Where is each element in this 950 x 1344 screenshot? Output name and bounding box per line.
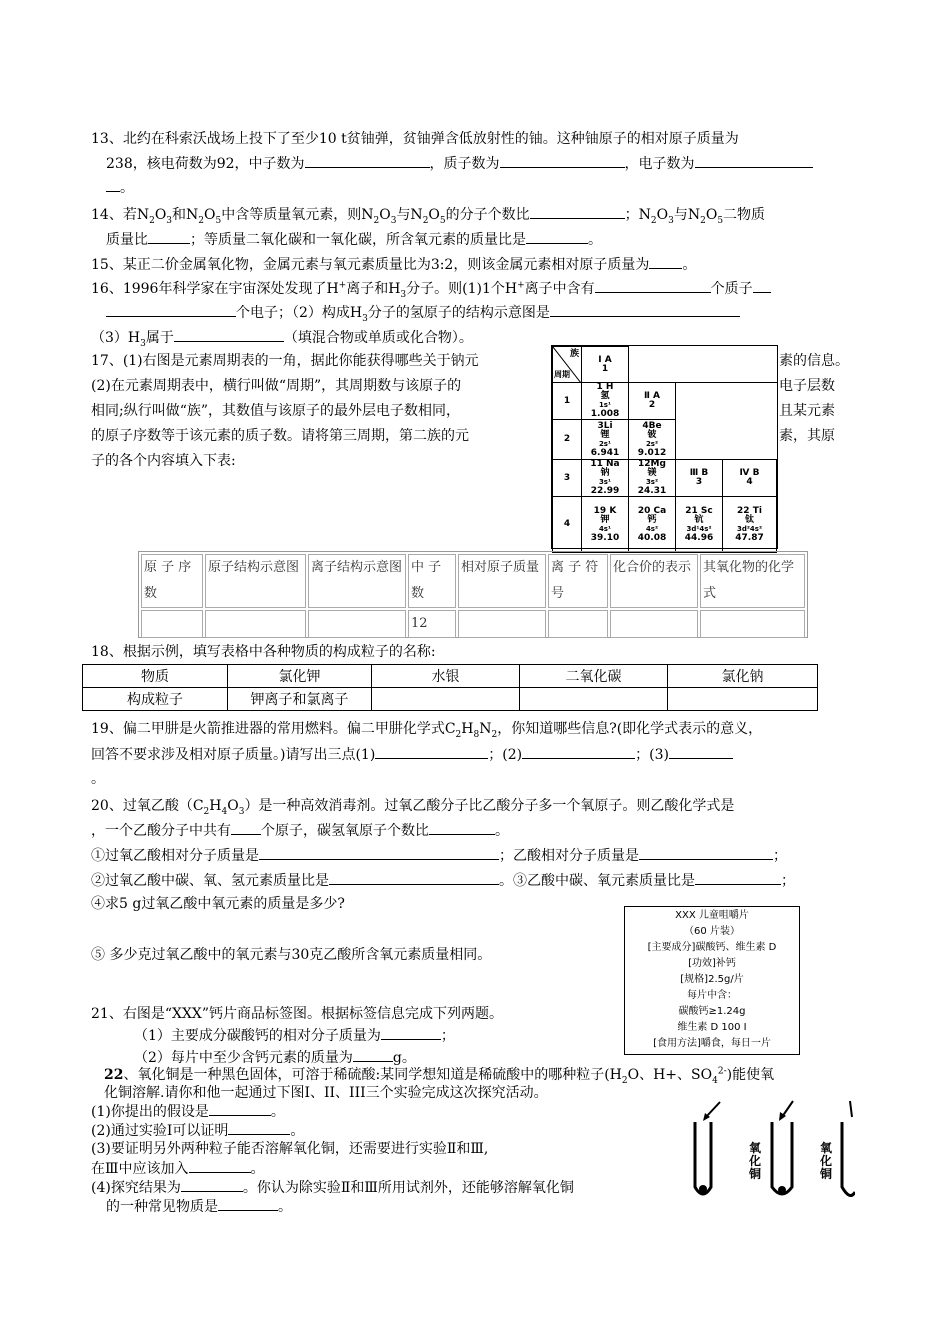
label-line: [食用方法]嚼食，每日一片	[653, 1038, 771, 1049]
q20-line6: ⑤ 多少克过氧乙酸中的氧元素与30克乙酸所含氧元素质量相同。	[91, 947, 492, 963]
q20-peracetic-mass-blank[interactable]	[259, 845, 499, 860]
q22-line2: 化铜溶解.请你和他一起通过下图Ⅰ、II、III三个实验完成这次探究活动。	[104, 1085, 548, 1101]
q17-line3b: 且某元素	[779, 403, 835, 419]
q17-line2a: (2)在元素周期表中，横行叫做“周期”，其周期数与该原子的	[91, 378, 462, 394]
q22-substance-blank[interactable]	[218, 1196, 278, 1211]
q18-header-cell: 氯化钠	[668, 665, 818, 688]
q17-answer-cell[interactable]	[141, 610, 203, 638]
periodic-table-figure	[551, 345, 778, 549]
q20-line1: 20、过氧乙酸$(C_2H_4O_3)$是一种高效消毒剂。过氧乙酸分子比乙酸分子多一个氧原子。则乙酸化学式是	[91, 798, 735, 817]
q16-line1: 16、1996年科学家在宇宙深处发现了H+离子和$H_3$分子。则(1)1个H+离子中含有 个质子	[91, 278, 771, 299]
q15-blank[interactable]	[649, 254, 682, 269]
label-line: 每片中含：	[687, 990, 737, 1001]
q20-line5: ④求5 g过氧乙酸中氧元素的质量是多少?	[91, 896, 345, 912]
q17-line1b: 素的信息。	[779, 353, 849, 369]
label-line: （60 片装）	[684, 926, 740, 937]
period-3: 3	[553, 460, 582, 497]
element-K: 19 K 钾 4s¹ 39.10	[582, 497, 629, 553]
q19-blank-2[interactable]	[522, 744, 635, 759]
label-line: 维生素 D 100 I	[677, 1022, 747, 1033]
label-line: XXX 儿童咀嚼片	[675, 910, 749, 921]
element-Sc: 21 Sc 钪 3d¹4s² 44.96	[676, 497, 723, 553]
q22-exp3-blank[interactable]	[189, 1158, 251, 1173]
q18-answer-cell: 钾离子和氯离子	[228, 688, 372, 711]
q20-line4: ②过氧乙酸中碳、氧、氢元素质量比是 。③乙酸中碳、氧元素质量比是 ；	[91, 870, 795, 891]
q16-proton-blank[interactable]	[595, 278, 711, 293]
q18-answer-cell[interactable]	[372, 688, 520, 711]
q19-blank-3[interactable]	[669, 744, 733, 759]
q20-ratio-blank[interactable]	[429, 820, 495, 835]
q21-line2: （1）主要成分碳酸钙的相对分子质量为 ；	[134, 1025, 455, 1046]
q17-header-cell: 中 子 数	[408, 554, 456, 608]
group-iiib-header: Ⅲ B 3	[676, 460, 723, 497]
q15-line: 15、某正二价金属氧化物，金属元素与氧元素质量比为3:2，则该金属元素相对原子质量为 。	[91, 254, 696, 275]
label-line: [规格]2.5g/片	[680, 974, 744, 985]
q19-line1: 19、偏二甲肼是火箭推进器的常用燃料。偏二甲肼化学式$C_2H_8N_2$，你知道哪些信息?(即化学式表示的意义，	[91, 721, 763, 740]
q17-answer-cell[interactable]	[205, 610, 306, 638]
element-Ti: 22 Ti 钛 3d²4s² 47.87	[723, 497, 777, 553]
q18-header-cell: 物质	[83, 665, 228, 688]
q19-line2: 回答不要求涉及相对原子质量。)请写出三点(1) ；(2) ；(3)	[91, 744, 733, 765]
q18-answer-cell[interactable]	[520, 688, 668, 711]
q22-line8: 的一种常见物质是 。	[106, 1196, 292, 1217]
element-Li: 3Li 锂 2s¹ 6.941	[582, 420, 629, 460]
q22-line3: (1)你提出的假设是 。	[91, 1101, 285, 1122]
q18-header-cell: 水银	[372, 665, 520, 688]
q18-header-cell: 二氧化碳	[520, 665, 668, 688]
q19-line3: 。	[91, 771, 105, 787]
q17-header-cell: 化合价的表示	[610, 554, 698, 608]
q20-atom-count-blank[interactable]	[231, 820, 261, 835]
tube-label-iii: 氧化铜	[820, 1141, 833, 1181]
test-tubes-figure	[690, 1097, 855, 1207]
q17-header-cell: 相对原子质量	[458, 554, 546, 608]
q17-line2b: 电子层数	[779, 378, 835, 394]
q14-line1: 14、若$N_2O_3$和$N_2O_5$中含等质量氧元素，则$N_2O_3$与$N_2O_5$的分子个数比 ；$N_2O_3$与$N_2O_5$二物质	[91, 204, 765, 225]
calcium-tablet-label	[624, 906, 800, 1055]
q17-line4a: 的原子序数等于该元素的质子数。请将第三周期，第二族的元	[91, 428, 469, 444]
q21-line3: （2）每片中至少含钙元素的质量为 g。	[134, 1047, 416, 1068]
q22-hypothesis-blank[interactable]	[209, 1101, 271, 1116]
q14-line2: 质量比 ；等质量二氧化碳和一氧化碳，所含氧元素的质量比是 。	[106, 229, 602, 250]
q13-line1: 13、北约在科索沃战场上投下了至少10 t贫铀弹，贫铀弹含低放射性的铀。这种铀原子的相对原子质量为	[91, 131, 739, 147]
q22-exp1-blank[interactable]	[228, 1120, 290, 1135]
q21-molar-mass-blank[interactable]	[381, 1025, 441, 1040]
q14-oxygen-ratio-blank[interactable]	[526, 229, 588, 244]
q17-answer-cell[interactable]	[308, 610, 406, 638]
q18-table	[82, 664, 818, 711]
group-ivb-header: Ⅳ B 4	[723, 460, 777, 497]
q22-line7: (4)探究结果为 。你认为除实验Ⅱ和Ⅲ所用试剂外，还能够溶解氧化铜	[91, 1177, 574, 1198]
q13-line2: 238，核电荷数为92，中子数为 ，质子数为 ，电子数为	[106, 153, 813, 174]
q21-calcium-mass-blank[interactable]	[353, 1047, 393, 1062]
q13-electron-blank[interactable]	[695, 153, 813, 168]
element-Mg: 12Mg 镁 3s² 24.31	[629, 460, 676, 497]
q17-answer-cell[interactable]	[610, 610, 698, 638]
q18-answer-cell[interactable]	[668, 688, 818, 711]
group-iia-header: Ⅱ A 2	[629, 383, 676, 420]
q22-line5: (3)要证明另外两种粒子能否溶解氧化铜，还需要进行实验Ⅱ和Ⅲ,	[91, 1141, 489, 1157]
label-line: 碳酸钙≥1.24g	[678, 1006, 746, 1017]
q13-line3: 。	[106, 177, 134, 198]
q19-blank-1[interactable]	[375, 744, 488, 759]
q14-ratio-blank[interactable]	[530, 204, 625, 219]
q17-answer-cell[interactable]: 12	[408, 610, 456, 638]
q16-type-blank[interactable]	[174, 327, 284, 342]
period-2: 2	[553, 420, 582, 460]
group-ia-header: Ⅰ A 1	[582, 347, 629, 383]
q16-line3: $(3)H_3$属于 （填混合物或单质或化合物）。	[91, 327, 473, 348]
q17-line4b: 素，其原	[779, 428, 835, 444]
label-line: [功效]补钙	[688, 958, 736, 969]
element-Ca: 20 Ca 钙 4s² 40.08	[629, 497, 676, 553]
q20-acetic-mass-blank[interactable]	[639, 845, 773, 860]
period-1: 1	[553, 383, 582, 420]
q18-title: 18、根据示例，填写表格中各种物质的构成粒子的名称:	[91, 644, 436, 660]
q16-diagram-blank[interactable]	[550, 302, 740, 317]
q22-line6: 在Ⅲ中应该加入 。	[91, 1158, 265, 1179]
q17-answer-cell[interactable]	[548, 610, 608, 638]
q13-neutron-blank[interactable]	[305, 153, 430, 168]
q18-header-cell: 氯化钾	[228, 665, 372, 688]
q17-header-cell: 原子结构示意图	[205, 554, 306, 608]
q14-mass-ratio-blank[interactable]	[148, 229, 190, 244]
q20-acetic-ratio-blank[interactable]	[695, 870, 781, 885]
q17-header-cell: 原 子 序 数	[141, 554, 203, 608]
tube-label-ii: 氧化铜	[749, 1141, 762, 1181]
q20-line3: ①过氧乙酸相对分子质量是 ；乙酸相对分子质量是 ；	[91, 845, 787, 866]
q17-answer-cell[interactable]	[700, 610, 805, 638]
q18-row-label: 构成粒子	[83, 688, 228, 711]
q17-header-cell: 其氧化物的化学式	[700, 554, 805, 608]
q20-line2: ，一个乙酸分子中共有 个原子，碳氢氧原子个数比 。	[91, 820, 509, 841]
q22-result-blank[interactable]	[181, 1177, 243, 1192]
q16-electron-blank[interactable]	[106, 302, 236, 317]
q17-line1a: 17、(1)右图是元素周期表的一角，据此你能获得哪些关于钠元	[91, 353, 479, 369]
q13-proton-blank[interactable]	[500, 153, 625, 168]
q21-line1: 21、右图是“XXX”钙片商品标签图。根据标签信息完成下列两题。	[91, 1006, 504, 1022]
q17-header-cell: 离 子 符 号	[548, 554, 608, 608]
q17-table	[138, 551, 808, 638]
q17-header-cell: 离子结构示意图	[308, 554, 406, 608]
period-4: 4	[553, 497, 582, 553]
q20-element-ratio-blank[interactable]	[329, 870, 499, 885]
q22-line1: 22、氧化铜是一种黑色固体，可溶于稀硫酸:某同学想知道是稀硫酸中的哪种粒子($H_2O$、H+、$SO_4^{2-}$)能使氧	[104, 1066, 775, 1086]
corner-cell: 族 周期	[553, 347, 582, 383]
q17-line3a: 相同;纵行叫做“族”，其数值与该原子的最外层电子数相同，	[91, 403, 461, 419]
q17-line5: 子的各个内容填入下表:	[91, 453, 236, 469]
q17-answer-cell[interactable]	[458, 610, 546, 638]
q16-line2: 个电子；（2）构成$H_3$分子的氢原子的结构示意图是	[106, 302, 740, 323]
element-Be: 4Be 铍 2s² 9.012	[629, 420, 676, 460]
label-line: [主要成分]碳酸钙、维生素 D	[647, 942, 777, 953]
element-Na: 11 Na 钠 3s¹ 22.99	[582, 460, 629, 497]
q22-line4: (2)通过实验Ⅰ可以证明 。	[91, 1120, 304, 1141]
element-H: 1 H 氢 1s¹ 1.008	[582, 383, 629, 420]
